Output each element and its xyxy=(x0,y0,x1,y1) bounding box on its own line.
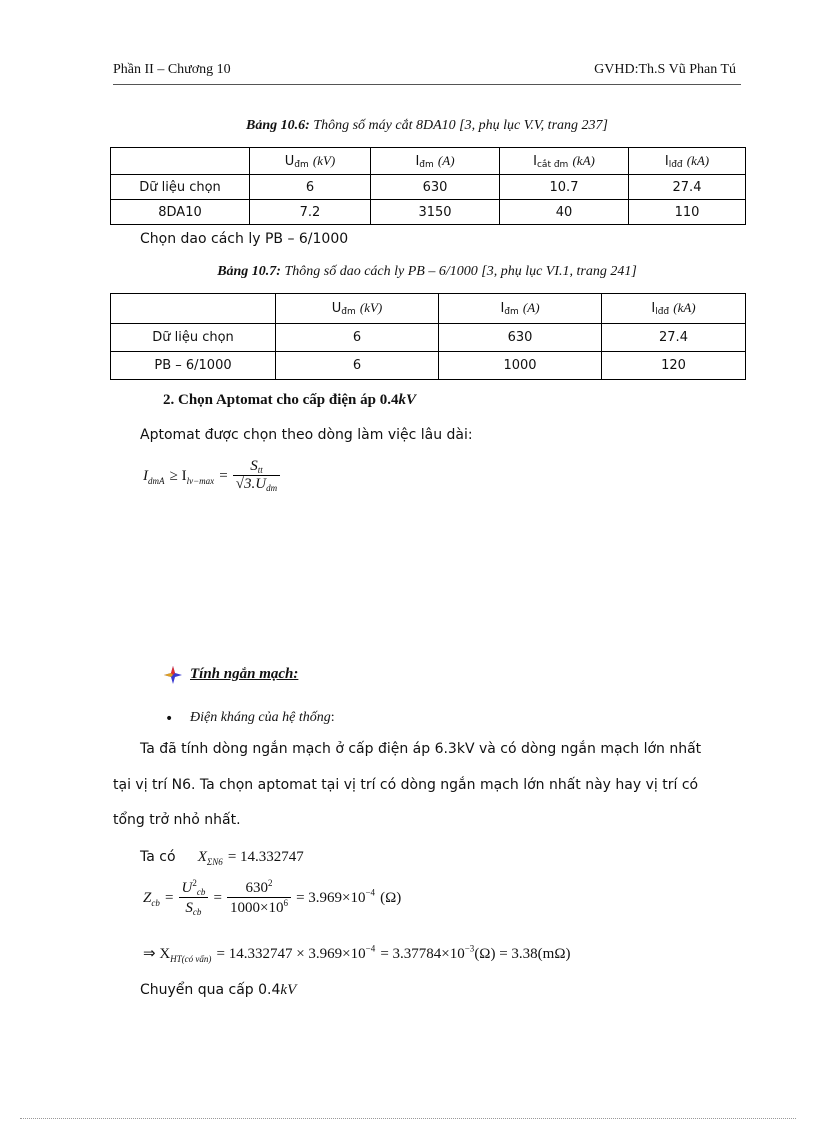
formula-current-rating: $I_{dmA} \ge I_{lv-max}$ = $\frac{S_{tt}}{√3.U_{dm}}$ xyxy=(143,458,280,493)
table1-cell: 3150 xyxy=(371,200,500,225)
page-bottom-border xyxy=(20,1118,796,1119)
table2-cell: 6 xyxy=(276,352,439,380)
table2-header-row xyxy=(111,294,746,324)
table1-row-label: 8DA10 xyxy=(111,200,250,225)
table1-cell: 7.2 xyxy=(250,200,371,225)
paragraph-line-2: tại vị trí N6. Ta chọn aptomat tại vị trí có dòng ngắn mạch lớn nhất này hay vị trí có xyxy=(113,777,699,793)
table-row xyxy=(111,352,746,380)
table1-caption-text: Thông số máy cắt 8DA10 [3, phụ lục V.V, trang 237] xyxy=(309,118,608,133)
table2-header-cell: $U_{đm}$ (kV) xyxy=(276,294,439,324)
table2-row-label: Dữ liệu chọn xyxy=(111,324,276,352)
table1-cell: 27.4 xyxy=(629,175,746,200)
bullet-dot-icon: • xyxy=(165,711,174,727)
header-left: Phần II – Chương 10 xyxy=(113,62,231,77)
table1-header-cell: $I_{lđđ}$ (kA) xyxy=(629,148,746,175)
table1-cell: 40 xyxy=(500,200,629,225)
table2-header-cell: $I_{đm}$ (A) xyxy=(439,294,602,324)
table1-header-cell: $U_{đm}$ (kV) xyxy=(250,148,371,175)
table2-cell: 1000 xyxy=(439,352,602,380)
paragraph-line-3: tổng trở nhỏ nhất. xyxy=(113,812,241,828)
formula-system-reactance: ⇒ $X_{HT(có vấn)} = 14.332747 \times 3.969\times 10^{-4} = 3.37784\times 10^{-3}(\Omega) = 3.38(m\Omega)$ xyxy=(143,943,571,964)
paragraph-line-1: Ta đã tính dòng ngắn mạch ở cấp điện áp 6.3kV và có dòng ngắn mạch lớn nhất xyxy=(140,741,702,757)
closing-line: Chuyển qua cấp 0.4kV xyxy=(140,982,297,998)
table2 xyxy=(110,293,746,380)
table2-cell: 27.4 xyxy=(602,324,746,352)
table1-cell: 6 xyxy=(250,175,371,200)
table1-header-cell: $I_{cắt đm}$ (kA) xyxy=(500,148,629,175)
table1-corner xyxy=(111,148,250,175)
table1-header-cell: $I_{đm}$ (A) xyxy=(371,148,500,175)
section-intro: Aptomat được chọn theo dòng làm việc lâu dài: xyxy=(140,427,473,443)
table2-header-cell: $I_{lđđ}$ (kA) xyxy=(602,294,746,324)
table1 xyxy=(110,147,746,225)
short-circuit-title: Tính ngắn mạch: xyxy=(190,666,299,682)
section-heading: 2. Chọn Aptomat cho cấp điện áp 0.4kV xyxy=(163,392,416,408)
header-rule xyxy=(113,84,741,85)
table1-cell: 110 xyxy=(629,200,746,225)
formula-base-impedance: $Z_{cb}$ = $\frac{U^2_{cb}}{S_{cb}}$ = $\frac{630^2}{1000\times 10^6}$ = $3.969\times 10^{-4}$ (Ω) xyxy=(143,878,402,917)
table-row xyxy=(111,200,746,225)
table2-cell: 630 xyxy=(439,324,602,352)
table2-cell: 120 xyxy=(602,352,746,380)
table2-caption-text: Thông số dao cách ly PB – 6/1000 [3, phụ lục VI.1, trang 241] xyxy=(280,264,637,279)
table2-corner xyxy=(111,294,276,324)
bullet-system-reactance: Điện kháng của hệ thống: xyxy=(190,710,335,725)
table2-cell: 6 xyxy=(276,324,439,352)
table-row xyxy=(111,324,746,352)
table1-caption xyxy=(113,118,741,134)
table1-row-label: Dữ liệu chọn xyxy=(111,175,250,200)
table2-caption-label: Bảng 10.7: xyxy=(217,264,281,279)
table1-cell: 10.7 xyxy=(500,175,629,200)
table2-row-label: PB – 6/1000 xyxy=(111,352,276,380)
table1-cell: 630 xyxy=(371,175,500,200)
header-right: GVHD:Th.S Vũ Phan Tú xyxy=(594,62,736,77)
formula-x-total: Ta có $X_{\Sigma N6} = 14.332747$ xyxy=(140,849,304,867)
table-row xyxy=(111,175,746,200)
table1-caption-label: Bảng 10.6: xyxy=(246,118,310,133)
table2-caption xyxy=(113,264,741,280)
note-disconnector: Chọn dao cách ly PB – 6/1000 xyxy=(140,231,349,247)
table1-header-row xyxy=(111,148,746,175)
compass-star-icon xyxy=(164,666,182,684)
